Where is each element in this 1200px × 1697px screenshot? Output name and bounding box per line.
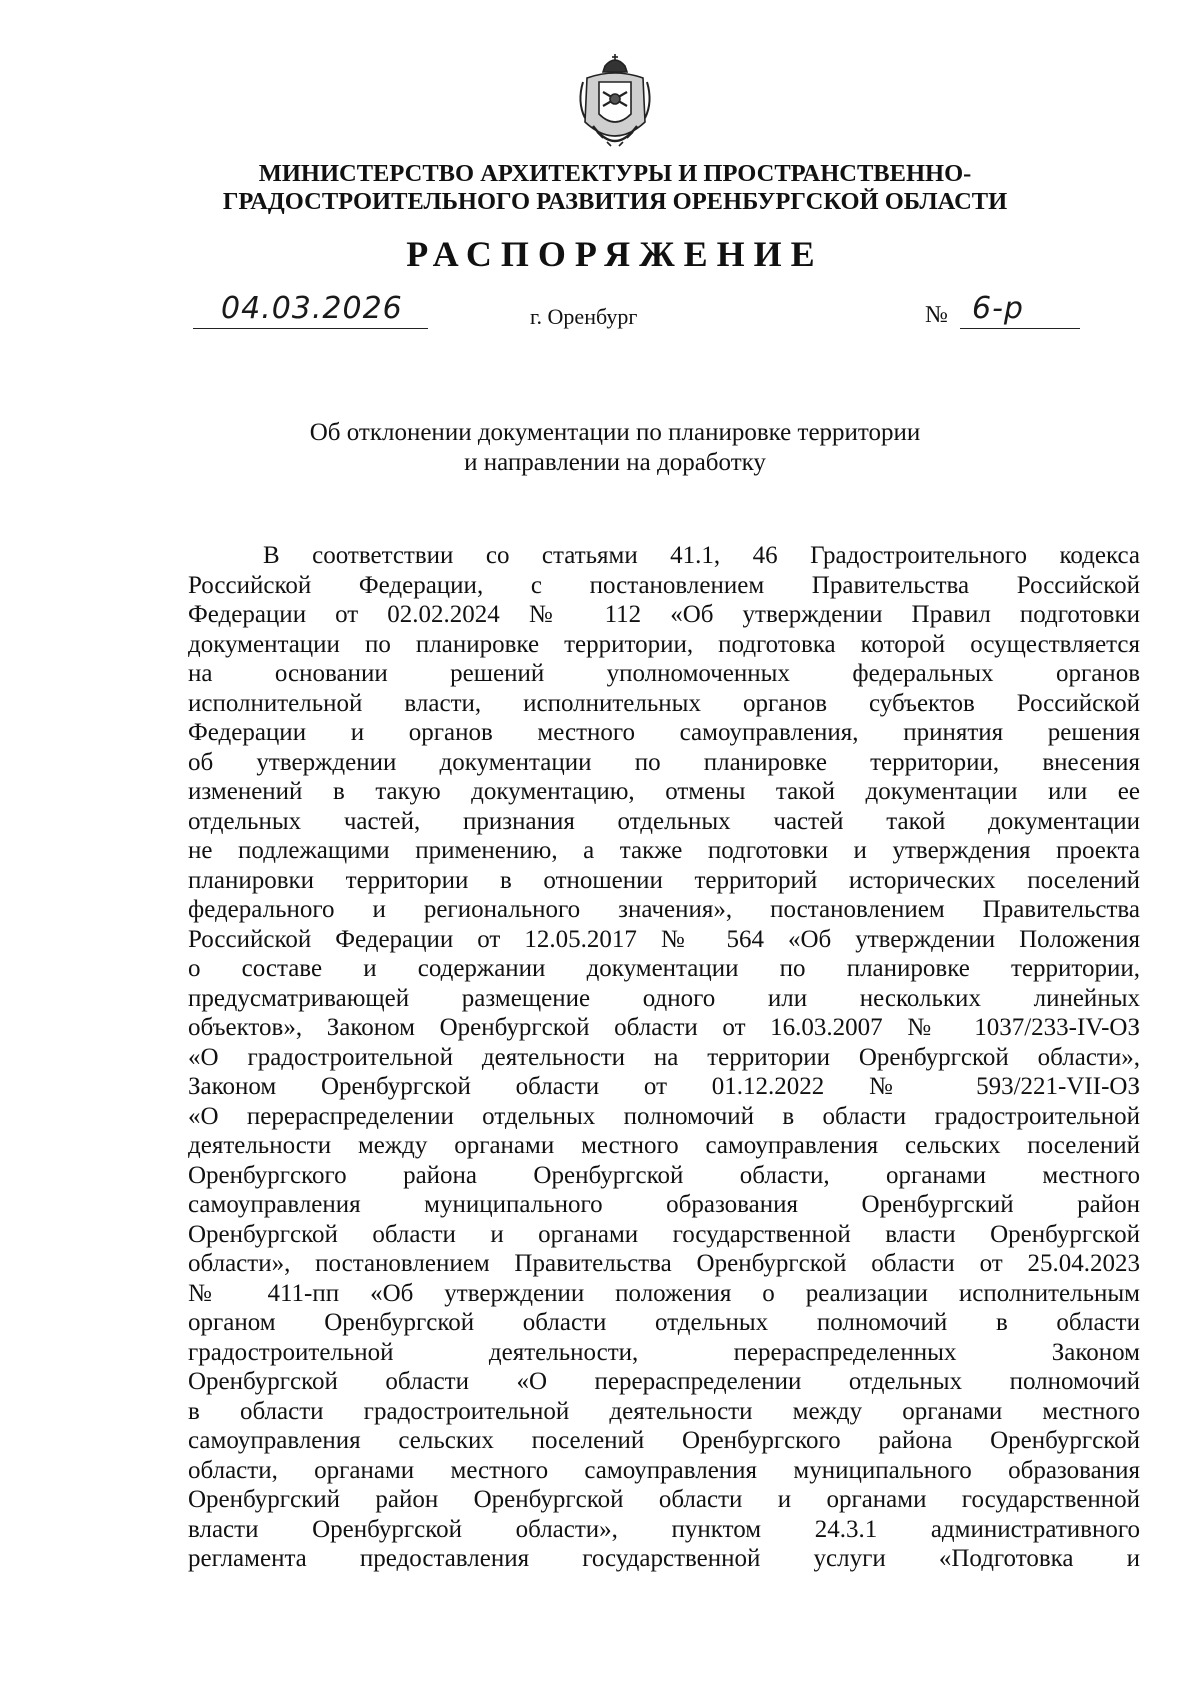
- body-line: документации по планировке территории, подготовка которой осуществляется: [188, 630, 1140, 658]
- body-line: самоуправления муниципального образования Оренбургский район: [188, 1191, 1140, 1218]
- body-line: объектов», Законом Оренбургской области от 16.03.2007 № 1037/233-IV-ОЗ: [188, 1014, 1140, 1041]
- body-line: градостроительной деятельности, перераспределенных Законом: [188, 1338, 1140, 1366]
- city-label: г. Оренбург: [530, 304, 638, 329]
- number-field: [960, 291, 1080, 329]
- body-line: органом Оренбургской области отдельных полномочий в области: [188, 1309, 1140, 1336]
- ministry-name-line2: ГРАДОСТРОИТЕЛЬНОГО РАЗВИТИЯ ОРЕНБУРГСКОЙ ОБЛАСТИ: [222, 188, 1008, 215]
- handwritten-number: 6-р: [972, 291, 1024, 326]
- body-line: на основании решений уполномоченных федеральных органов: [188, 660, 1140, 687]
- subject-line2: и направлении на доработку: [464, 449, 766, 476]
- body-line: Федерации и органов местного самоуправления, принятия решения: [188, 719, 1140, 746]
- ministry-name-line1: МИНИСТЕРСТВО АРХИТЕКТУРЫ И ПРОСТРАНСТВЕННО-: [258, 160, 972, 187]
- body-line: области, органами местного самоуправления муниципального образования: [188, 1456, 1140, 1484]
- body-line: отдельных частей, признания отдельных частей такой документации: [188, 807, 1140, 835]
- body-line: Оренбургский район Оренбургской области и органами государственной: [188, 1486, 1140, 1513]
- body-line: об утверждении документации по планировке территории, внесения: [188, 748, 1140, 776]
- body-line: не подлежащими применению, а также подготовки и утверждения проекта: [188, 837, 1140, 864]
- document-body: [188, 541, 1140, 1574]
- body-line: Российской Федерации от 12.05.2017 № 564 «Об утверждении Положения: [188, 925, 1140, 953]
- body-line: деятельности между органами местного самоуправления сельских поселений: [188, 1132, 1140, 1159]
- body-line: «О перераспределении отдельных полномочий в области градостроительной: [188, 1102, 1140, 1130]
- document-type-title: РАСПОРЯЖЕНИЕ: [406, 234, 824, 274]
- body-line: предусматривающей размещение одного или нескольких линейных: [188, 984, 1140, 1012]
- body-line: Оренбургской области «О перераспределении отдельных полномочий: [188, 1368, 1140, 1395]
- coat-of-arms-icon: [575, 52, 655, 157]
- body-line: изменений в такую документацию, отмены такой документации или ее: [188, 778, 1140, 805]
- body-line: «О градостроительной деятельности на территории Оренбургской области»,: [188, 1043, 1140, 1071]
- body-line: регламента предоставления государственной услуги «Подготовка и: [188, 1545, 1140, 1572]
- date-field: [193, 291, 428, 329]
- body-line: области», постановлением Правительства Оренбургской области от 25.04.2023: [188, 1250, 1140, 1277]
- body-line: Федерации от 02.02.2024 № 112 «Об утверждении Правил подготовки: [188, 601, 1140, 628]
- body-line: Российской Федерации, с постановлением Правительства Российской: [188, 571, 1140, 599]
- body-line: Оренбургской области и органами государственной власти Оренбургской: [188, 1220, 1140, 1248]
- body-line: самоуправления сельских поселений Оренбургского района Оренбургской: [188, 1427, 1140, 1454]
- body-line: в области градостроительной деятельности между органами местного: [188, 1397, 1140, 1425]
- document-subject: [0, 418, 1200, 478]
- subject-line1: Об отклонении документации по планировке территории: [309, 419, 921, 446]
- body-line: о составе и содержании документации по планировке территории,: [188, 955, 1140, 982]
- ministry-name: [0, 160, 1200, 216]
- body-line: В соответствии со статьями 41.1, 46 Градостроительного кодекса: [263, 542, 1140, 569]
- body-line: федерального и регионального значения», постановлением Правительства: [188, 896, 1140, 923]
- body-line: Оренбургского района Оренбургской области, органами местного: [188, 1161, 1140, 1189]
- body-line: № 411-пп «Об утверждении положения о реализации исполнительным: [188, 1279, 1140, 1307]
- body-line: исполнительной власти, исполнительных органов субъектов Российской: [188, 689, 1140, 717]
- body-line: Законом Оренбургской области от 01.12.2022 № 593/221-VII-ОЗ: [188, 1073, 1140, 1100]
- number-label: №: [925, 302, 948, 328]
- handwritten-date: 04.03.2026: [221, 291, 403, 326]
- body-line: власти Оренбургской области», пунктом 24.3.1 административного: [188, 1515, 1140, 1543]
- body-line: планировки территории в отношении территорий исторических поселений: [188, 866, 1140, 894]
